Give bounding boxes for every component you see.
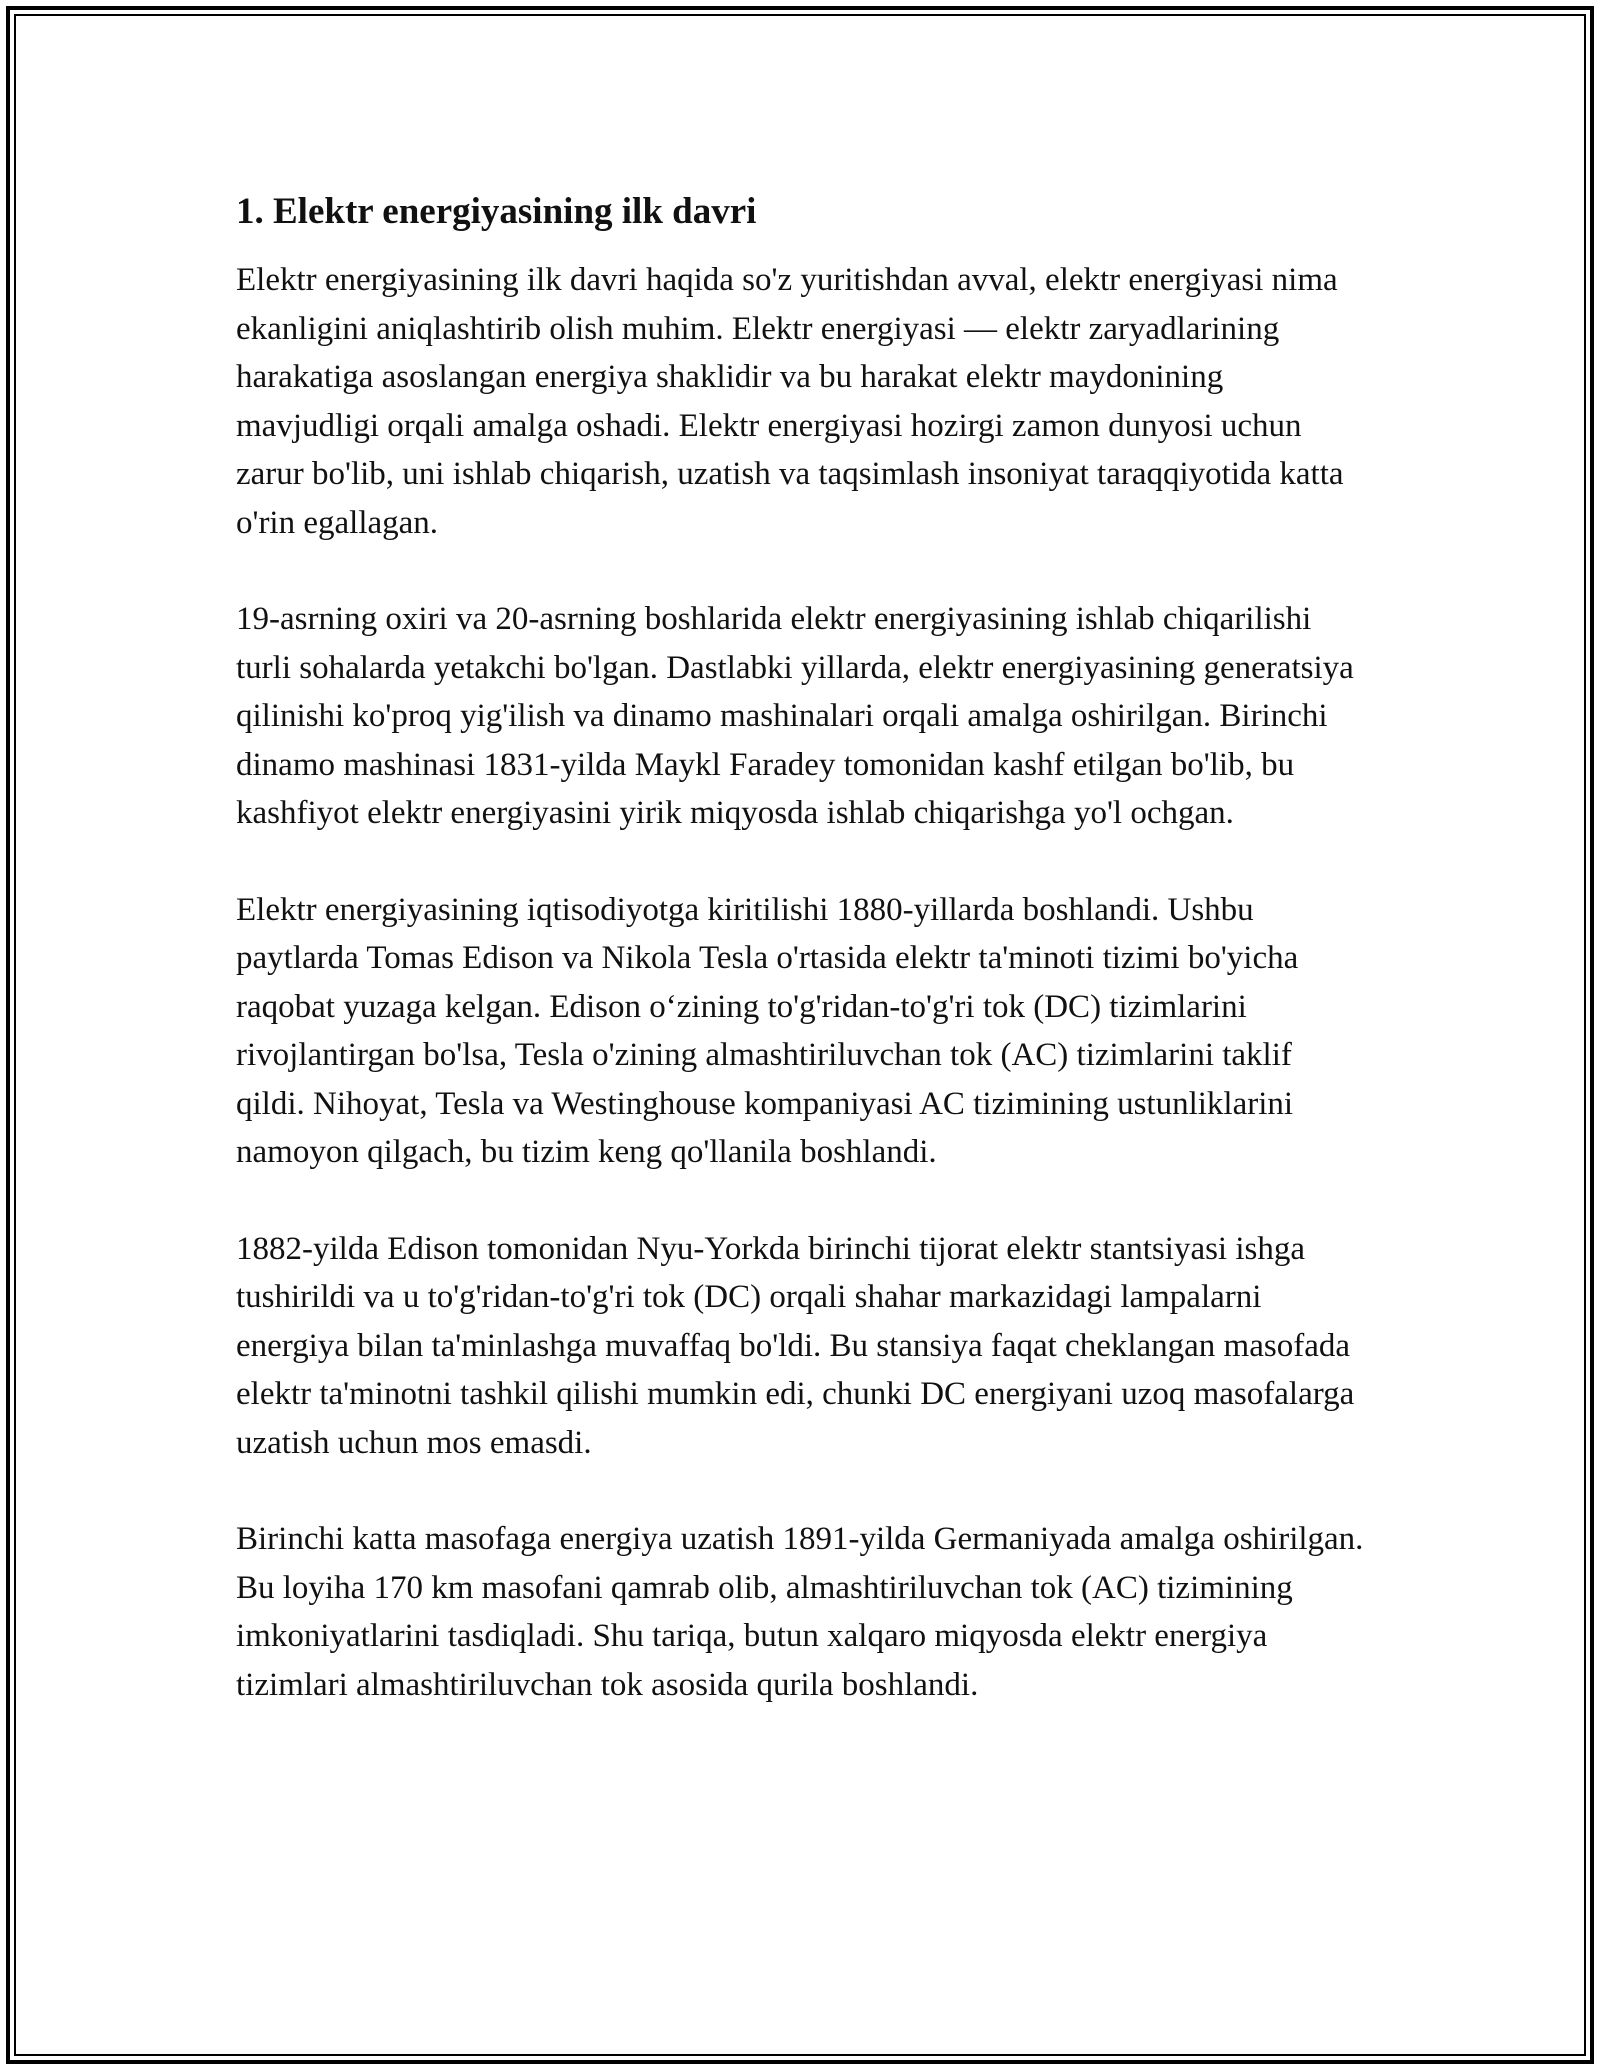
paragraph-4: 1882-yilda Edison tomonidan Nyu-Yorkda birinchi tijorat elektr stantsiyasi ishga tushirildi va u to'g'ridan-to'g'ri tok (DC) orqali shahar markazidagi lampalarni energiya bilan ta'minlashga muvaffaq bo'ldi. Bu stansiya faqat cheklangan masofada elektr ta'minotni tashkil qilishi mumkin edi, chunki DC energiyani uzoq masofalarga uzatish uchun mos emasdi.	[236, 1230, 1355, 1461]
paragraph-5: Birinchi katta masofaga energiya uzatish 1891-yilda Germaniyada amalga oshirilgan. Bu loyiha 170 km masofani qamrab olib, almashtiriluvchan tok (AC) tizimining imkoniyatlarini tasdiqladi. Shu tariqa, butun xalqaro miqyosda elektr energiya tizimlari almashtiriluvchan tok asosida qurila boshlandi.	[236, 1521, 1364, 1703]
paragraph-2: 19-asrning oxiri va 20-asrning boshlarida elektr energiyasining ishlab chiqarilishi turli sohalarda yetakchi bo'lgan. Dastlabki yillarda, elektr energiyasining generatsiya qilinishi ko'proq yig'ilish va dinamo mashinalari orqali amalga oshirilgan. Birinchi dinamo mashinasi 1831-yilda Maykl Faradey tomonidan kashf etilgan bo'lib, bu kashfiyot elektr energiyasini yirik miqyosda ishlab chiqarishga yo'l ochgan.	[236, 601, 1354, 831]
document-body	[236, 188, 1376, 1757]
paragraph-1: Elektr energiyasining ilk davri haqida so'z yuritishdan avval, elektr energiyasi nima ekanligini aniqlashtirib olish muhim. Elektr energiyasi — elektr zaryadlarining harakatiga asoslangan energiya shaklidir va bu harakat elektr maydonining mavjudligi orqali amalga oshadi. Elektr energiyasi hozirgi zamon dunyosi uchun zarur bo'lib, uni ishlab chiqarish, uzatish va taqsimlash insoniyat taraqqiyotida katta o'rin egallagan.	[236, 262, 1344, 541]
section-heading: 1. Elektr energiyasining ilk davri	[236, 191, 757, 232]
paragraph-3: Elektr energiyasining iqtisodiyotga kiritilishi 1880-yillarda boshlandi. Ushbu paytlarda Tomas Edison va Nikola Tesla o'rtasida elektr ta'minoti tizimi bo'yicha raqobat yuzaga kelgan. Edison o‘zining to'g'ridan-to'g'ri tok (DC) tizimlarini rivojlantirgan bo'lsa, Tesla o'zining almashtiriluvchan tok (AC) tizimlarini taklif qildi. Nihoyat, Tesla va Westinghouse kompaniyasi AC tizimining ustunliklarini namoyon qilgach, bu tizim keng qo'llanila boshlandi.	[236, 891, 1299, 1170]
